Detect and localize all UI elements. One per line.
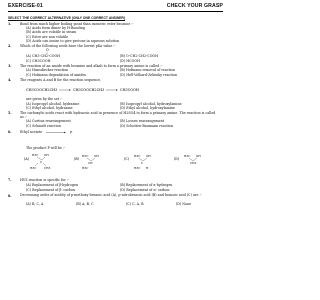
q5-number: 5. <box>8 111 12 115</box>
q2-option-a: (A) CH3-CH2-COOH <box>26 54 61 58</box>
q7-option-c: (C) Replacement of β- carbon <box>26 188 76 192</box>
q2-option-b: (B) O-CH2-CH2-COOH <box>120 54 159 58</box>
q4-eq-left: CH3COOCH2CH3 <box>26 88 58 92</box>
q4-option-a: (A) Isopropyl alcohol, hydrazine <box>26 101 80 106</box>
q6-option-a-structure <box>30 153 51 170</box>
q1-number: 1. <box>8 22 12 26</box>
q1-stem: Bond from much higher boiling point than isomeric ester because :- <box>20 21 134 26</box>
q3-option-a: (A) Hunsdiecker reaction <box>26 68 69 72</box>
q1-option-d: (D) Acids can ionise to give protons in aqueous solution <box>26 38 120 43</box>
svg-text:H3C: H3C <box>184 154 191 158</box>
q4-option-d: (D) Ethyl alcohol, hydroxylamine <box>120 106 175 110</box>
svg-text:CH2: CH2 <box>190 161 197 165</box>
q3-option-b: (B) Hofmann removal of reaction <box>120 68 176 72</box>
q4-arrow-a-head <box>69 89 71 91</box>
q2-number: 2. <box>8 44 12 48</box>
instruction: SELECT THE CORRECT ALTERNATIVE (ONLY ONE CORRECT ANSWER) <box>8 16 125 20</box>
q5-option-b: (B) Lossen rearrangement <box>120 119 165 123</box>
q5-option-d: (D) Schotten-Baumann reaction <box>120 123 174 128</box>
q6-option-c-structure <box>134 154 151 170</box>
q2-stem: Which of the following acids have the lowest pKa value :- <box>20 43 116 48</box>
q4-option-c: (C) Ethyl alcohol, hydrazine <box>26 106 73 110</box>
q6-option-a-label: (A) <box>24 157 29 161</box>
svg-text:OH: OH <box>196 154 201 158</box>
q4-number: 4. <box>8 78 12 82</box>
q4-arrow-b-head <box>116 89 118 91</box>
q4-stem: The reagents A and B for the reaction sequence, <box>20 77 102 82</box>
q7-option-b: (B) Replacement of α-hydrogen <box>120 183 173 187</box>
q8-option-c: (C) C, A, B <box>126 202 144 206</box>
q6-option-b-structure <box>82 154 99 170</box>
svg-text:H3C: H3C <box>82 154 89 158</box>
q3-stem: The reaction of an amide with bromine and alkali to form a primary amine is called :- <box>20 63 163 68</box>
q4-eq-mid: CH3COOCH2CH3 <box>73 88 105 92</box>
q3-option-d: (D) Hell-Volhard-Zelinsky reaction <box>120 72 177 77</box>
q4-tail: are given by the set :- <box>26 97 63 101</box>
svg-text:H: H <box>146 166 149 170</box>
q3-option-c: (C) Hofmann degradation of amides <box>26 72 87 77</box>
q7-option-d: (D) Replacement of α- carbon <box>120 188 170 192</box>
q1-option-c: (C) Ester are non volatile <box>26 34 69 39</box>
q4-option-b: (B) Isopropyl alcohol, hydroxylamine <box>120 101 182 106</box>
svg-text:H3C: H3C <box>134 166 141 170</box>
q6-option-d-structure <box>184 154 201 165</box>
header-rule <box>8 11 223 12</box>
q6-option-b-label: (B) <box>74 157 79 161</box>
q8-number: 8. <box>8 193 12 198</box>
q6-arrow-head <box>64 132 66 134</box>
q2-option-c: (C) CH3COOH <box>26 58 51 63</box>
q6-stem: Ethyl acetate <box>20 130 43 134</box>
q6-option-c-label: (C) <box>124 157 130 161</box>
q8-option-b: (B) A, B, C <box>76 202 94 206</box>
svg-text:CH: CH <box>88 161 93 165</box>
q2-option-d: (D) HCOOH <box>120 58 140 63</box>
q5-stem: The carboxylic acids react with hydrazoic acid in presence of H2SO4 to form a primary amine. The reaction is called as :- <box>20 110 216 119</box>
q7-number: 7. <box>8 178 12 182</box>
q6-options-structures <box>24 151 224 171</box>
q5-option-c: (C) Schmidt reaction <box>26 123 61 128</box>
q7-stem: HVZ reaction is specific for :- <box>20 177 70 182</box>
svg-text:OH: OH <box>146 154 151 158</box>
svg-text:C: C <box>40 160 43 164</box>
q1-option-a: (A) Acids form dimer by H-Bonding <box>26 26 85 30</box>
q5-option-a: (A) Curtius rearrangement <box>26 119 71 123</box>
q6-tail: The product P will be :- <box>26 146 66 150</box>
q8-option-d: (D) None <box>176 202 192 206</box>
q8-option-a: (A) B, C, A <box>26 202 44 206</box>
q6-product: P <box>70 130 73 135</box>
q4-reaction-scheme <box>26 82 196 96</box>
svg-text:H3C: H3C <box>82 166 89 170</box>
svg-text:H3C: H3C <box>134 154 141 158</box>
svg-text:OH: OH <box>94 154 99 158</box>
q6-reaction-scheme <box>44 127 114 137</box>
q2-structure-label: O <box>46 48 49 52</box>
exercise-title: EXERCISE-01 <box>8 3 43 9</box>
q6-option-d-label: (D) <box>174 157 180 161</box>
q8-stem: Decreasing order of acidity of p-methoxy benzoic acid (A), p-nitrobenzoic acid (B) and benzoic acid (C) are :- <box>20 193 202 197</box>
q7-option-a: (A) Replacement of β-hydrogen <box>26 183 79 187</box>
svg-text:H3C: H3C <box>30 166 37 170</box>
section-title: CHECK YOUR GRASP <box>166 3 223 9</box>
svg-text:C: C <box>141 161 144 165</box>
svg-text:H3C: H3C <box>32 153 39 157</box>
svg-text:OH: OH <box>44 153 49 157</box>
q3-number: 3. <box>8 64 12 68</box>
q6-number: 6. <box>8 130 12 134</box>
q4-eq-right: CH3COOH <box>120 88 139 92</box>
q1-option-b: (B) Acids are volatile in steam <box>26 30 77 35</box>
svg-text:CH3: CH3 <box>44 166 51 170</box>
